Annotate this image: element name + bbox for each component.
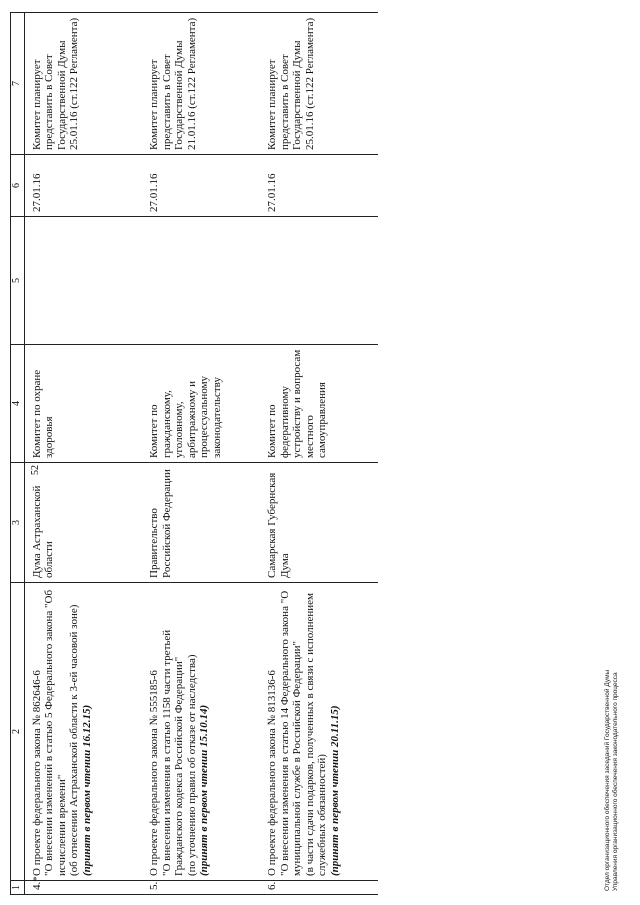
row-number: 6. (260, 881, 378, 895)
column-header: 7 (11, 13, 25, 155)
plan-cell: Комитет планирует представить в Совет Государственной Думы 21.01.16 (ст.122 Регламента) (142, 13, 260, 155)
bill-status: (принят в первом чтении 15.10.14) (198, 704, 210, 876)
table-row (24, 13, 142, 895)
footer-line: Отдел организационного обеспечения заседаний Государственной Думы (604, 669, 611, 891)
committee-cell: Комитет по гражданскому, уголовному, арбитражному и процессуальному законодательству (142, 345, 260, 463)
row-number: 4.* (24, 881, 142, 895)
date-cell: 27.01.16 (24, 155, 142, 217)
plan-cell: Комитет планирует представить в Совет Государственной Думы 25.01.16 (ст.122 Регламента) (260, 13, 378, 155)
bill-name: "О внесении изменения в статью 14 Федерального закона "О муниципальной службе в Российской Федерации" (278, 590, 303, 876)
column-header: 6 (11, 155, 25, 217)
column-header: 2 (11, 583, 25, 881)
table-row (260, 13, 378, 895)
bill-note: (по уточнению правил об отказе от наследства) (185, 654, 198, 876)
date-cell: 27.01.16 (260, 155, 378, 217)
empty-cell (142, 217, 260, 345)
footer-line: Управления организационного обеспечения законодательного процесса (612, 672, 619, 891)
column-header: 4 (11, 345, 25, 463)
page-footer (604, 670, 620, 891)
page-number: 52 (30, 465, 41, 475)
initiator-cell: Дума Астраханской области (24, 463, 142, 583)
date-cell: 27.01.16 (142, 155, 260, 217)
bill-cell (260, 583, 378, 881)
column-header: 1 (11, 881, 25, 895)
bill-name: "О внесении изменений в статью 5 Федерального закона "Об исчислении времени" (43, 589, 68, 876)
table-row (142, 13, 260, 895)
column-header: 3 (11, 463, 25, 583)
bill-status: (принят в первом чтении 20.11.15) (328, 705, 341, 876)
bill-note: (об отнесении Астраханской области к 3-ей часовой зоне) (68, 604, 80, 876)
column-number-row (11, 13, 25, 895)
committee-cell: Комитет по охране здоровья (24, 345, 142, 463)
bills-table (10, 12, 378, 895)
initiator-cell: Правительство Российской Федерации (142, 463, 260, 583)
bill-status: (принят в первом чтении 16.12.15) (80, 704, 93, 876)
bill-title: О проекте федерального закона № 555185-6 (148, 670, 160, 876)
bill-name: "О внесении изменения в статью 1158 части третьей Гражданского кодекса Российской Федерации" (160, 629, 185, 876)
committee-cell: Комитет по федеративному устройству и вопросам местного самоуправления (260, 345, 378, 463)
plan-cell: Комитет планирует представить в Совет Государственной Думы 25.01.16 (ст.122 Регламента) (24, 13, 142, 155)
bill-title: О проекте федерального закона № 862646-6 (30, 670, 43, 876)
empty-cell (24, 217, 142, 345)
bill-title: О проекте федерального закона № 813136-6 (266, 670, 278, 876)
initiator-cell: Самарская Губернская Дума (260, 463, 378, 583)
empty-cell (260, 217, 378, 345)
bill-note: (в части сдачи подарков, полученных в связи с исполнением служебных обязанностей) (303, 593, 328, 876)
bill-cell (142, 583, 260, 881)
bill-cell (24, 583, 142, 881)
column-header: 5 (11, 217, 25, 345)
row-number: 5. (142, 881, 260, 895)
